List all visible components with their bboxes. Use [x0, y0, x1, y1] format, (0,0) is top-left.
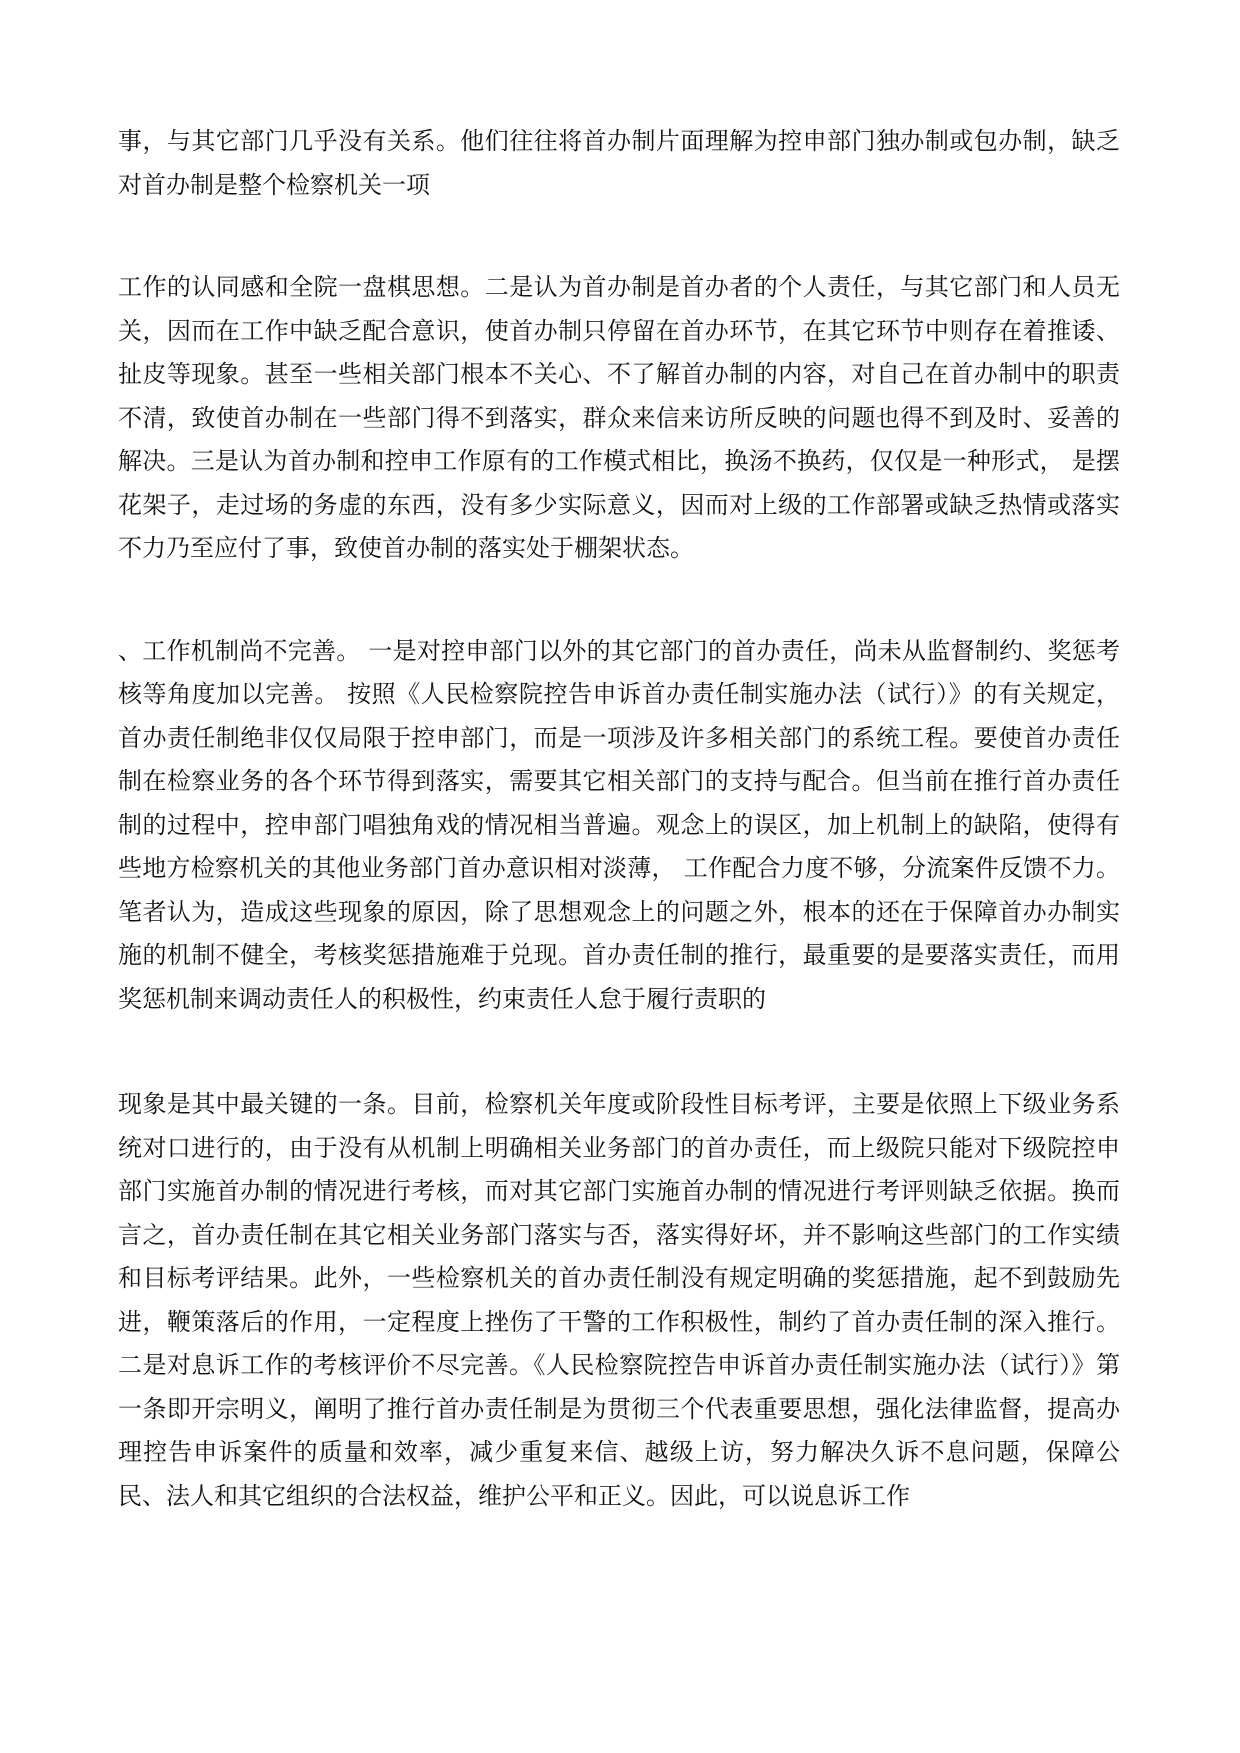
- paragraph-2: 工作的认同感和全院一盘棋思想。二是认为首办制是首办者的个人责任，与其它部门和人员无关，因而在工作中缺乏配合意识，使首办制只停留在首办环节，在其它环节中则存在着推诿、扯皮等现象。甚至一些相关部门根本不关心、不了解首办制的内容，对自己在首办制中的职责不清，致使首办制在一些部门得不到落实，群众来信来访所反映的问题也得不到及时、妥善的解决。三是认为首办制和控申工作原有的工作模式相比，换汤不换药，仅仅是一种形式， 是摆花架子，走过场的务虚的东西，没有多少实际意义，因而对上级的工作部署或缺乏热情或落实不力乃至应付了事，致使首办制的落实处于棚架状态。: [118, 273, 1120, 562]
- document-page: [118, 120, 1120, 1518]
- paragraph-3: 、工作机制尚不完善。 一是对控申部门以外的其它部门的首办责任，尚未从监督制约、奖惩考核等角度加以完善。 按照《人民检察院控告申诉首办责任制实施办法（试行）》的有关规定，首办责任制绝非仅仅局限于控申部门，而是一项涉及许多相关部门的系统工程。要使首办责任制在检察业务的各个环节得到落实，需要其它相关部门的支持与配合。但当前在推行首办责任制的过程中，控申部门唱独角戏的情况相当普遍。观念上的误区，加上机制上的缺陷，使得有些地方检察机关的其他业务部门首办意识相对淡薄， 工作配合力度不够，分流案件反馈不力。笔者认为，造成这些现象的原因，除了思想观念上的问题之外，根本的还在于保障首办办制实施的机制不健全，考核奖惩措施难于兑现。首办责任制的推行，最重要的是要落实责任，而用奖惩机制来调动责任人的积极性，约束责任人怠于履行责职的: [118, 636, 1120, 1013]
- paragraph-4: 现象是其中最关键的一条。目前，检察机关年度或阶段性目标考评，主要是依照上下级业务系统对口进行的，由于没有从机制上明确相关业务部门的首办责任，而上级院只能对下级院控申部门实施首办制的情况进行考核，而对其它部门实施首办制的情况进行考评则缺乏依据。换而言之，首办责任制在其它相关业务部门落实与否，落实得好坏，并不影响这些部门的工作实绩和目标考评结果。此外，一些检察机关的首办责任制没有规定明确的奖惩措施，起不到鼓励先进，鞭策落后的作用，一定程度上挫伤了干警的工作积极性，制约了首办责任制的深入推行。 二是对息诉工作的考核评价不尽完善。《人民检察院控告申诉首办责任制实施办法（试行）》第一条即开宗明义，阐明了推行首办责任制是为贯彻三个代表重要思想，强化法律监督，提高办理控告申诉案件的质量和效率，减少重复来信、越级上访，努力解决久诉不息问题，保障公民、法人和其它组织的合法权益，维护公平和正义。因此，可以说息诉工作: [118, 1090, 1120, 1510]
- paragraph-1: 事，与其它部门几乎没有关系。他们往往将首办制片面理解为控申部门独办制或包办制，缺乏对首办制是整个检察机关一项: [118, 127, 1120, 199]
